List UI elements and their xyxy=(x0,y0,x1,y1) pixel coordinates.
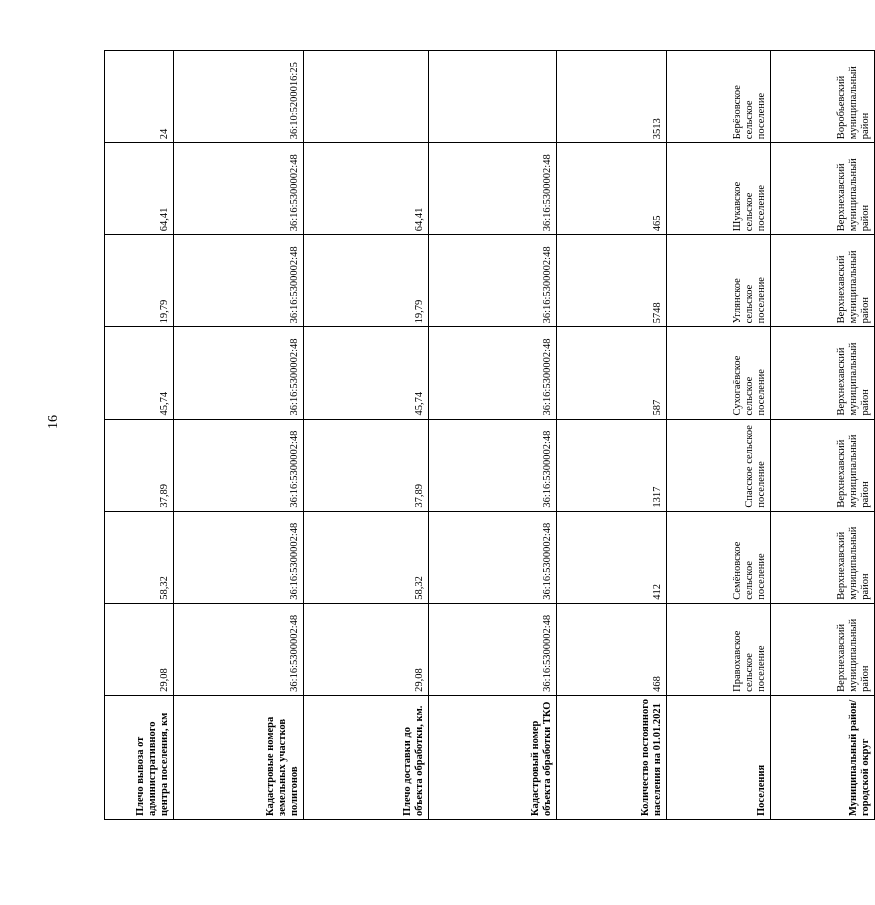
table-cell: Верхнехавский муниципальный район xyxy=(771,327,875,419)
table-cell: 36:16:5300002:48 xyxy=(174,235,304,327)
table-cell: 36:16:5300002:48 xyxy=(429,419,557,511)
column-header: Плечо доставки до объекта обработки, км. xyxy=(304,695,429,819)
table-column-1 xyxy=(771,51,875,820)
table-cell: 5748 xyxy=(557,235,667,327)
column-header: Кадастровые номера земельных участков полигонов xyxy=(174,695,304,819)
table-cell: 64,41 xyxy=(304,143,429,235)
column-header: Количество постоянного населения на 01.01.2021 xyxy=(557,695,667,819)
page-number: 16 xyxy=(46,415,61,429)
table-cell: Берёзовское сельское поселение xyxy=(667,51,771,143)
table-column-2 xyxy=(667,51,771,820)
table-cell: 36:16:5300002:48 xyxy=(429,511,557,603)
table-cell: Верхнехавский муниципальный район xyxy=(771,143,875,235)
table-cell: 37,89 xyxy=(304,419,429,511)
table-column-5 xyxy=(304,51,429,820)
table-cell: Спасское сельское поселение xyxy=(667,419,771,511)
table-cell: 45,74 xyxy=(105,327,174,419)
table-cell: Сухогаёвское сельское поселение xyxy=(667,327,771,419)
table-cell: 29,08 xyxy=(105,603,174,695)
table-cell: 36:16:5300002:48 xyxy=(429,235,557,327)
table-cell: Правохавское сельское поселение xyxy=(667,603,771,695)
table-cell: 45,74 xyxy=(304,327,429,419)
table-cell: 36:16:5300002:48 xyxy=(429,143,557,235)
table-cell: Верхнехавский муниципальный район xyxy=(771,603,875,695)
table-cell: 36:16:5300002:48 xyxy=(174,143,304,235)
table-column-3 xyxy=(557,51,667,820)
table-cell xyxy=(304,51,429,143)
table-cell: 36:16:5300002:48 xyxy=(429,327,557,419)
table-cell: 19,79 xyxy=(304,235,429,327)
table-cell: 19,79 xyxy=(105,235,174,327)
column-header: Плечо вывоза от административного центра поселения, км xyxy=(105,695,174,819)
table-column-6 xyxy=(174,51,304,820)
column-header: Кадастровый номер объекта обработки ТКО xyxy=(429,695,557,819)
column-header: Муниципальный район/ городской округ xyxy=(771,695,875,819)
table-cell: 36:16:5300002:48 xyxy=(174,603,304,695)
table-cell: Воробьевский муниципальный район xyxy=(771,51,875,143)
table-column-4 xyxy=(429,51,557,820)
table-cell: 64,41 xyxy=(105,143,174,235)
table-cell: Верхнехавский муниципальный район xyxy=(771,419,875,511)
table-cell: Углянское сельское поселение xyxy=(667,235,771,327)
table-cell: Семёновское сельское поселение xyxy=(667,511,771,603)
table-cell: 3513 xyxy=(557,51,667,143)
table-container xyxy=(104,50,871,820)
table-cell xyxy=(429,51,557,143)
table-cell: 36:16:5300002:48 xyxy=(174,419,304,511)
table-cell: 58,32 xyxy=(304,511,429,603)
table-cell: 587 xyxy=(557,327,667,419)
table-cell: 36:16:5300002:48 xyxy=(174,327,304,419)
table-cell: 29,08 xyxy=(304,603,429,695)
column-header: Поселения xyxy=(667,695,771,819)
table-cell: Верхнехавский муниципальный район xyxy=(771,511,875,603)
table-column-7 xyxy=(105,51,174,820)
table-cell: 36:16:5300002:48 xyxy=(174,511,304,603)
table-cell: 468 xyxy=(557,603,667,695)
table-cell: 412 xyxy=(557,511,667,603)
table-cell: 24 xyxy=(105,51,174,143)
table-cell: Верхнехавский муниципальный район xyxy=(771,235,875,327)
table-cell: Шукавское сельское поселение xyxy=(667,143,771,235)
table-cell: 37,89 xyxy=(105,419,174,511)
table-cell: 36:16:5300002:48 xyxy=(429,603,557,695)
waste-logistics-table xyxy=(104,50,875,820)
table-cell: 1317 xyxy=(557,419,667,511)
table-cell: 465 xyxy=(557,143,667,235)
table-cell: 58,32 xyxy=(105,511,174,603)
table-cell: 36:10:5200016:25 xyxy=(174,51,304,143)
